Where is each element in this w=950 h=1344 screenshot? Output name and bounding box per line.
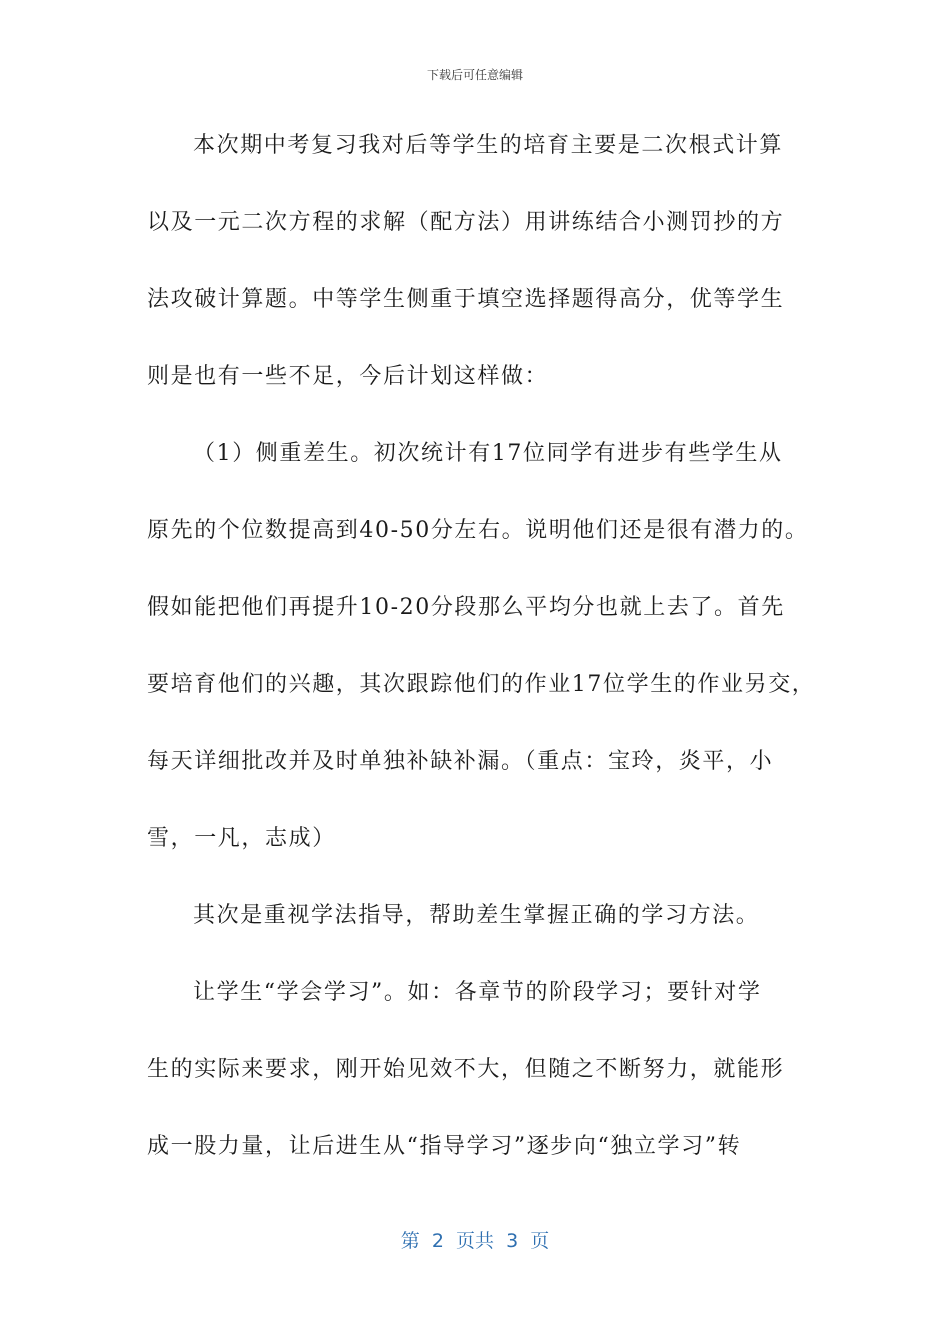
paragraph-line: 假如能把他们再提升10-20分段那么平均分也就上去了。首先 <box>147 595 785 620</box>
paragraph-line: 以及一元二次方程的求解（配方法）用讲练结合小测罚抄的方 <box>147 210 785 235</box>
paragraph-line: 成一股力量，让后进生从“指导学习”逐步向“独立学习”转 <box>147 1134 742 1159</box>
paragraph-line: 法攻破计算题。中等学生侧重于填空选择题得高分，优等学生 <box>147 287 785 312</box>
paragraph-line: 生的实际来要求，刚开始见效不大，但随之不断努力，就能形 <box>147 1057 785 1082</box>
paragraph-line: 每天详细批改并及时单独补缺补漏。（重点：宝玲，炎平，小 <box>147 749 774 774</box>
paragraph-line: 要培育他们的兴趣，其次跟踪他们的作业17位学生的作业另交， <box>147 672 816 697</box>
paragraph-line: 本次期中考复习我对后等学生的培育主要是二次根式计算 <box>193 133 784 158</box>
paragraph-line: 原先的个位数提高到40-50分左右。说明他们还是很有潜力的。 <box>147 518 809 543</box>
paragraph-line: 其次是重视学法指导，帮助差生掌握正确的学习方法。 <box>193 903 760 928</box>
header-note: 下载后可任意编辑 <box>426 68 523 82</box>
paragraph-line: 则是也有一些不足，今后计划这样做： <box>147 364 549 389</box>
paragraph-line: 让学生“学会学习”。如：各章节的阶段学习；要针对学 <box>193 980 762 1005</box>
page-number: 第 2 页共 3 页 <box>400 1230 550 1252</box>
document-body <box>147 124 827 1202</box>
paragraph-line: 雪，一凡，志成） <box>147 826 336 851</box>
paragraph-line: （1）侧重差生。初次统计有17位同学有进步有些学生从 <box>193 441 783 466</box>
